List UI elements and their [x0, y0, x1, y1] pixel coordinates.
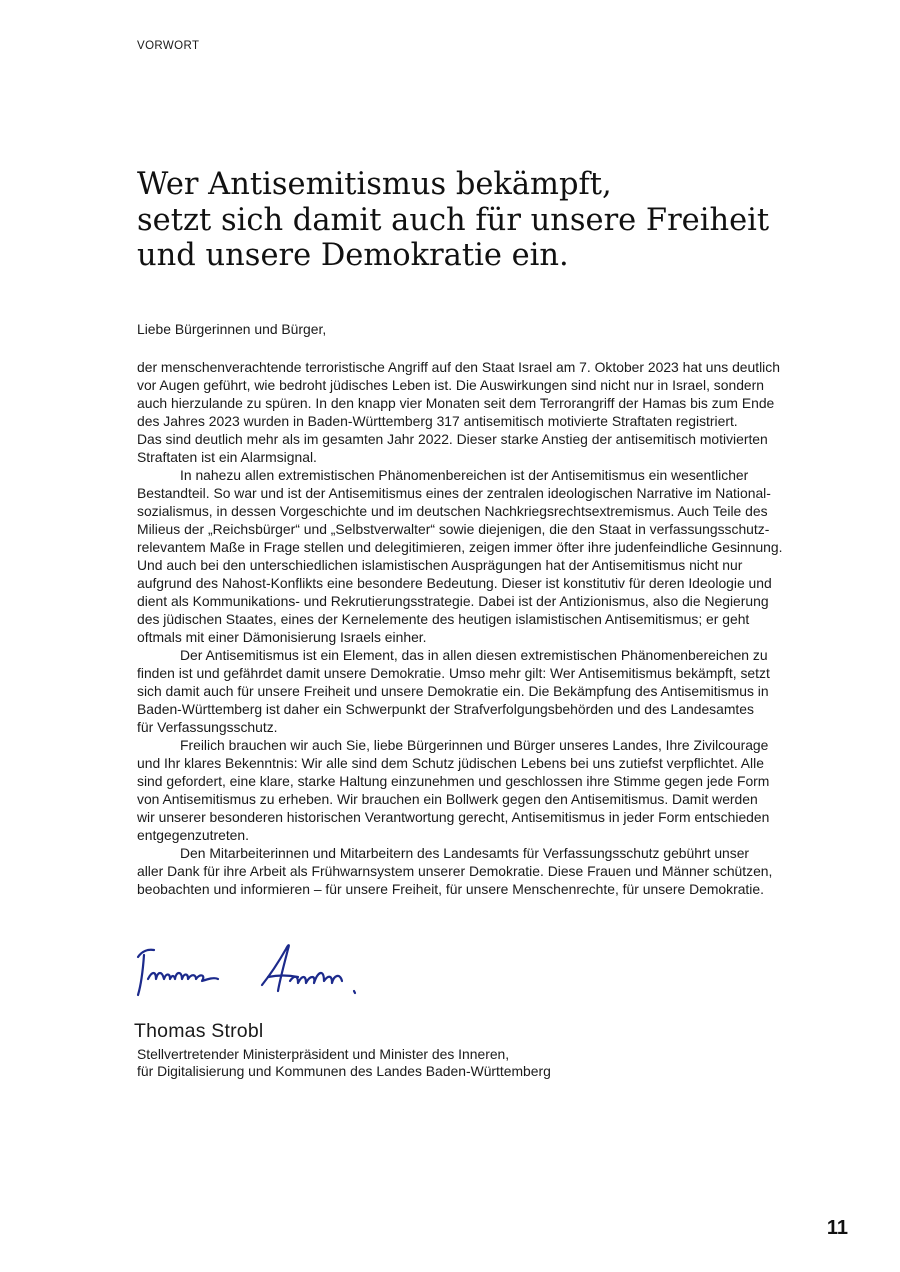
body-line: Freilich brauchen wir auch Sie, liebe Bürgerinnen und Bürger unseres Landes, Ihre Zivilcourage — [180, 737, 769, 753]
page-number: 11 — [826, 1217, 848, 1239]
body-line: Und auch bei den unterschiedlichen islamistischen Ausprägungen hat der Antisemitismus nicht nur — [137, 557, 743, 573]
body-line: von Antisemitismus zu erheben. Wir brauchen ein Bollwerk gegen den Antisemitismus. Damit werden — [137, 791, 758, 807]
body-line: aufgrund des Nahost-Konflikts eine besondere Bedeutung. Dieser ist konstitutiv für deren Ideologie und — [137, 575, 772, 591]
body-line: Der Antisemitismus ist ein Element, das in allen diesen extremistischen Phänomenbereichen zu — [180, 647, 768, 663]
body-line: der menschenverachtende terroristische Angriff auf den Staat Israel am 7. Oktober 2023 hat uns deutlich — [137, 359, 780, 375]
body-line: relevantem Maße in Frage stellen und delegitimieren, zeigen immer öfter ihre judenfeindliche Gesinnung. — [137, 539, 783, 555]
headline-line: setzt sich damit auch für unsere Freiheit — [137, 202, 770, 238]
body-line: vor Augen geführt, wie bedroht jüdisches Leben ist. Die Auswirkungen sind nicht nur in Israel, sondern — [137, 377, 764, 393]
body-line: sozialismus, in dessen Vorgeschichte und im deutschen Nachkriegsrechtsextremismus. Auch Teile des — [137, 503, 768, 519]
body-line: Bestandteil. So war und ist der Antisemitismus eines der zentralen ideologischen Narrative im National- — [137, 485, 771, 501]
salutation: Liebe Bürgerinnen und Bürger, — [137, 321, 327, 337]
body-line: wir unserer besonderen historischen Verantwortung gerecht, Antisemitismus in jeder Form entschieden — [137, 809, 770, 825]
body-line: sind gefordert, eine klare, starke Haltung einzunehmen und geschlossen ihre Stimme gegen jede Form — [137, 773, 770, 789]
body-line: des jüdischen Staates, eines der Kernelemente des heutigen islamistischen Antisemitismus; er geht — [137, 611, 750, 627]
signer-title-line: für Digitalisierung und Kommunen des Landes Baden-Württemberg — [137, 1063, 551, 1079]
body-line: Baden-Württemberg ist daher ein Schwerpunkt der Strafverfolgungsbehörden und des Landesamtes — [137, 701, 754, 717]
body-line: Milieus der „Reichsbürger“ und „Selbstverwalter“ sowie diejenigen, die den Staat in verfassungsschutz- — [137, 521, 770, 537]
body-line: beobachten und informieren – für unsere Freiheit, für unsere Menschenrechte, für unsere Demokratie. — [137, 881, 764, 897]
body-line: des Jahres 2023 wurden in Baden-Württemberg 317 antisemitisch motivierte Straftaten registriert. — [137, 413, 738, 429]
body-line: entgegenzutreten. — [137, 827, 249, 843]
headline-line: und unsere Demokratie ein. — [137, 238, 569, 273]
body-line: aller Dank für ihre Arbeit als Frühwarnsystem unserer Demokratie. Diese Frauen und Männer schützen, — [137, 863, 773, 879]
body-line: und Ihr klares Bekenntnis: Wir alle sind dem Schutz jüdischen Lebens bei uns zutiefst verpflichtet. Alle — [137, 755, 764, 771]
body-line: oftmals mit einer Dämonisierung Israels einher. — [137, 629, 427, 645]
body-line: Den Mitarbeiterinnen und Mitarbeitern des Landesamts für Verfassungsschutz gebührt unser — [180, 845, 750, 861]
section-label: VORWORT — [137, 40, 200, 52]
signer-name: Thomas Strobl — [134, 1020, 264, 1042]
signer-title-line: Stellvertretender Ministerpräsident und Minister des Inneren, — [137, 1046, 510, 1062]
headline-line: Wer Antisemitismus bekämpft, — [137, 167, 612, 202]
body-line: sich damit auch für unsere Freiheit und unsere Demokratie ein. Die Bekämpfung des Antisemitismus in — [137, 683, 769, 699]
body-line: finden ist und gefährdet damit unsere Demokratie. Umso mehr gilt: Wer Antisemitismus bekämpft, setzt — [137, 665, 770, 681]
headline — [137, 167, 777, 274]
signer-title — [137, 1046, 551, 1080]
body-line: In nahezu allen extremistischen Phänomenbereichen ist der Antisemitismus ein wesentlicher — [180, 467, 749, 483]
body-text — [137, 358, 809, 898]
body-line: auch hierzulande zu spüren. In den knapp vier Monaten seit dem Terrorangriff der Hamas bis zum Ende — [137, 395, 775, 411]
body-line: für Verfassungsschutz. — [137, 719, 278, 735]
handwritten-signature — [128, 935, 368, 1007]
body-line: dient als Kommunikations- und Rekrutierungsstrategie. Dabei ist der Antizionismus, also die Negierung — [137, 593, 769, 609]
body-line: Das sind deutlich mehr als im gesamten Jahr 2022. Dieser starke Anstieg der antisemitisch motivierten — [137, 431, 768, 447]
body-line: Straftaten ist ein Alarmsignal. — [137, 449, 317, 465]
